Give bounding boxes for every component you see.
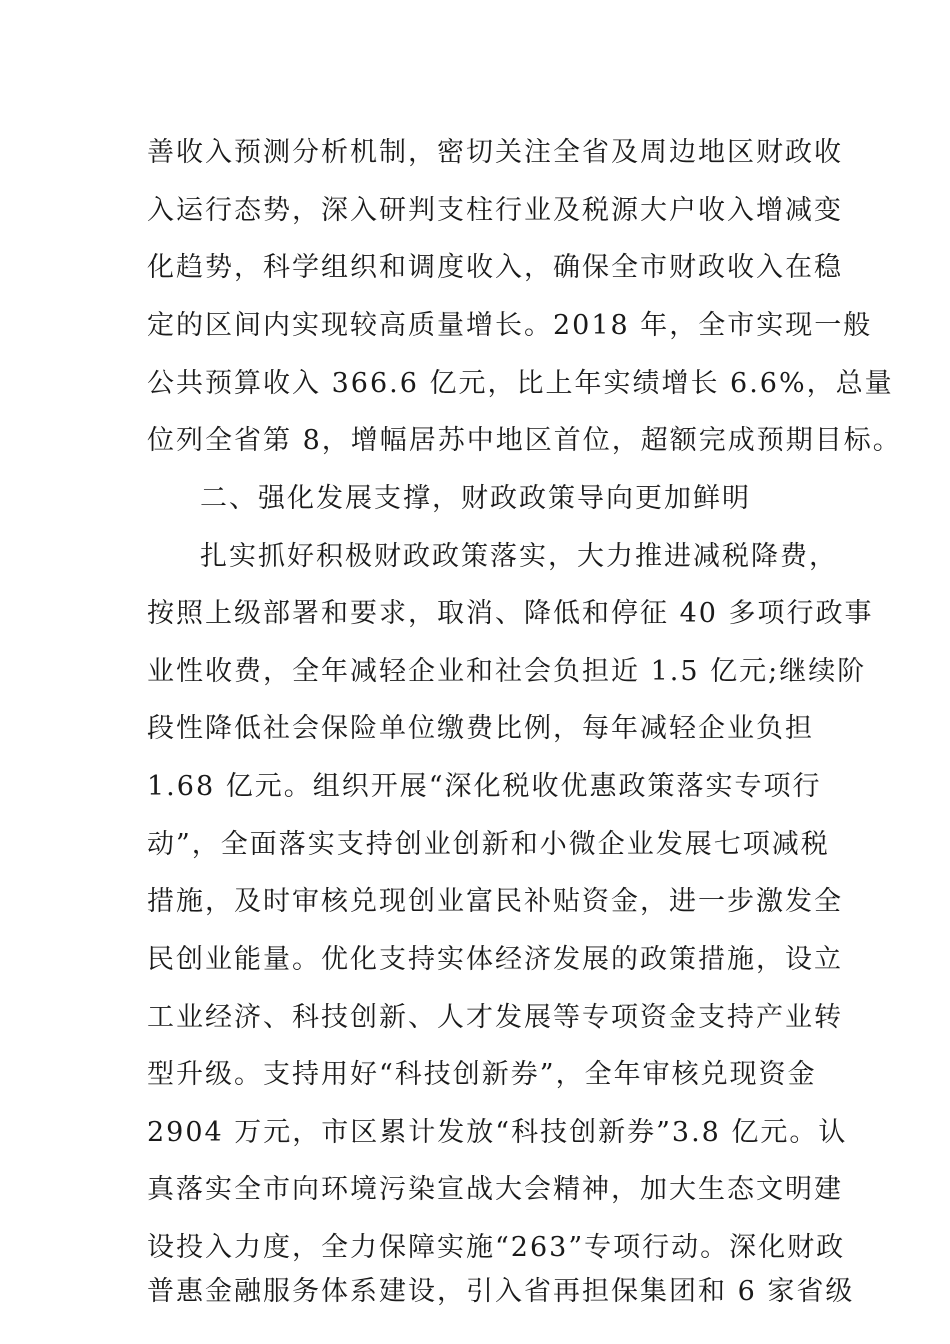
paragraph-line: 工业经济、科技创新、人才发展等专项资金支持产业转 bbox=[147, 1002, 843, 1033]
paragraph-line: 普惠金融服务体系建设，引入省再担保集团和 6 家省级 bbox=[147, 1276, 855, 1307]
paragraph-line: 段性降低社会保险单位缴费比例，每年减轻企业负担 bbox=[147, 713, 814, 744]
paragraph-line: 定的区间内实现较高质量增长。2018 年，全市实现一般 bbox=[147, 310, 873, 341]
paragraph-line: 2904 万元，市区累计发放“科技创新券”3.8 亿元。认 bbox=[147, 1117, 848, 1148]
paragraph-line: 按照上级部署和要求，取消、降低和停征 40 多项行政事 bbox=[147, 598, 874, 629]
paragraph-line: 民创业能量。优化支持实体经济发展的政策措施，设立 bbox=[147, 944, 843, 975]
paragraph-line: 入运行态势，深入研判支柱行业及税源大户收入增减变 bbox=[147, 195, 843, 226]
paragraph-line: 化趋势，科学组织和调度收入，确保全市财政收入在稳 bbox=[147, 252, 843, 283]
paragraph-line: 公共预算收入 366.6 亿元，比上年实绩增长 6.6%，总量 bbox=[147, 368, 894, 399]
paragraph-line: 扎实抓好积极财政政策落实，大力推进减税降费， bbox=[200, 541, 838, 572]
section-heading: 二、强化发展支撑，财政政策导向更加鲜明 bbox=[200, 483, 751, 514]
paragraph-line: 设投入力度，全力保障实施“263”专项行动。深化财政 bbox=[147, 1232, 846, 1263]
paragraph-line: 业性收费，全年减轻企业和社会负担近 1.5 亿元;继续阶 bbox=[147, 656, 867, 687]
paragraph-line: 真落实全市向环境污染宣战大会精神，加大生态文明建 bbox=[147, 1174, 843, 1205]
paragraph-line: 1.68 亿元。组织开展“深化税收优惠政策落实专项行 bbox=[147, 771, 822, 802]
paragraph-line: 型升级。支持用好“科技创新券”，全年审核兑现资金 bbox=[147, 1059, 817, 1090]
paragraph-line: 善收入预测分析机制，密切关注全省及周边地区财政收 bbox=[147, 137, 843, 168]
paragraph-line: 措施，及时审核兑现创业富民补贴资金，进一步激发全 bbox=[147, 886, 843, 917]
paragraph-line: 位列全省第 8，增幅居苏中地区首位，超额完成预期目标。 bbox=[147, 425, 902, 456]
paragraph-line: 动”，全面落实支持创业创新和小微企业发展七项减税 bbox=[147, 829, 830, 860]
